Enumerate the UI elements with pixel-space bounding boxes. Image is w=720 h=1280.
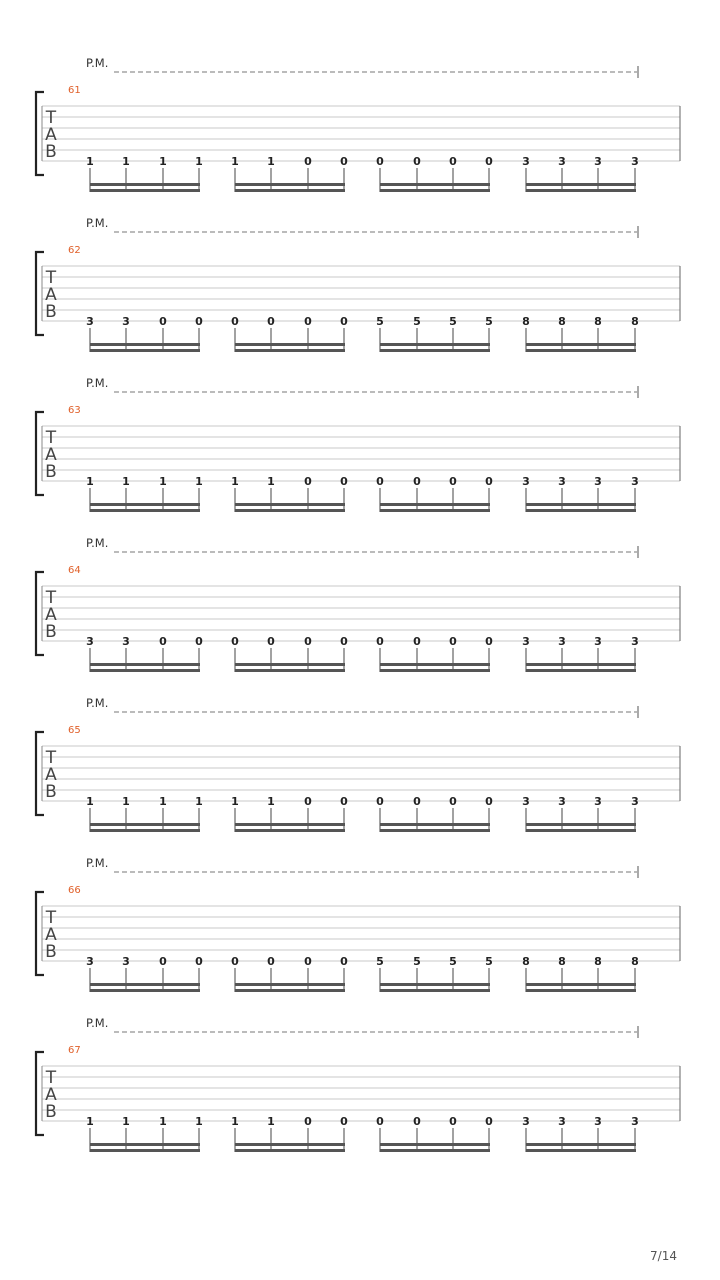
fret-number: 0 [413, 1115, 421, 1128]
fret-number: 5 [413, 315, 421, 328]
measure-number: 66 [68, 885, 81, 896]
measure-number: 62 [68, 245, 81, 256]
fret-number: 0 [376, 1115, 384, 1128]
note-beam [235, 669, 345, 672]
fret-number: 1 [86, 795, 94, 808]
fret-number: 5 [376, 315, 384, 328]
note-beam [526, 189, 636, 192]
fret-number: 3 [522, 155, 530, 168]
tab-clef-letter: A [45, 285, 57, 305]
fret-number: 0 [376, 155, 384, 168]
note-beam [380, 1143, 490, 1146]
note-beam [380, 823, 490, 826]
tab-clef-letter: B [45, 302, 57, 322]
note-beam [90, 183, 200, 186]
tab-clef-letter: T [45, 908, 57, 928]
fret-number: 3 [86, 955, 94, 968]
note-beam [90, 663, 200, 666]
note-beam [380, 1149, 490, 1152]
fret-number: 0 [449, 635, 457, 648]
fret-number: 0 [340, 1115, 348, 1128]
note-beam [235, 343, 345, 346]
fret-number: 3 [86, 315, 94, 328]
tab-clef-letter: B [45, 782, 57, 802]
fret-number: 8 [522, 315, 530, 328]
fret-number: 3 [631, 795, 639, 808]
note-beam [90, 669, 200, 672]
note-beam [90, 509, 200, 512]
note-beam [526, 823, 636, 826]
fret-number: 3 [558, 475, 566, 488]
fret-number: 0 [159, 635, 167, 648]
fret-number: 0 [304, 315, 312, 328]
system-bracket [36, 892, 44, 975]
fret-number: 0 [267, 635, 275, 648]
tab-system [36, 1016, 680, 1152]
tab-clef-letter: B [45, 142, 57, 162]
fret-number: 3 [558, 635, 566, 648]
note-beam [380, 343, 490, 346]
fret-number: 3 [122, 315, 130, 328]
fret-number: 0 [304, 955, 312, 968]
fret-number: 1 [159, 475, 167, 488]
note-beam [90, 829, 200, 832]
fret-number: 3 [522, 795, 530, 808]
fret-number: 0 [449, 155, 457, 168]
fret-number: 8 [594, 315, 602, 328]
tab-clef-letter: A [45, 125, 57, 145]
tab-clef-letter: T [45, 1068, 57, 1088]
fret-number: 3 [631, 155, 639, 168]
fret-number: 1 [86, 475, 94, 488]
fret-number: 3 [594, 1115, 602, 1128]
palm-mute-label: P.M. [86, 856, 109, 870]
palm-mute-label: P.M. [86, 216, 109, 230]
measure-number: 67 [68, 1045, 81, 1056]
system-bracket [36, 732, 44, 815]
note-beam [90, 983, 200, 986]
tab-clef-letter: B [45, 462, 57, 482]
note-beam [235, 829, 345, 832]
fret-number: 1 [122, 155, 130, 168]
tab-clef-letter: A [45, 1085, 57, 1105]
fret-number: 0 [413, 795, 421, 808]
fret-number: 3 [86, 635, 94, 648]
fret-number: 1 [195, 475, 203, 488]
fret-number: 1 [159, 155, 167, 168]
tab-clef-letter: A [45, 765, 57, 785]
system-bracket [36, 92, 44, 175]
fret-number: 5 [449, 955, 457, 968]
tab-clef-letter: T [45, 268, 57, 288]
fret-number: 1 [231, 155, 239, 168]
note-beam [526, 349, 636, 352]
note-beam [526, 1149, 636, 1152]
fret-number: 3 [631, 475, 639, 488]
fret-number: 3 [122, 635, 130, 648]
fret-number: 3 [558, 155, 566, 168]
fret-number: 1 [267, 795, 275, 808]
fret-number: 0 [340, 315, 348, 328]
fret-number: 3 [558, 1115, 566, 1128]
fret-number: 1 [267, 1115, 275, 1128]
fret-number: 8 [558, 315, 566, 328]
tab-clef-letter: T [45, 428, 57, 448]
measure-number: 65 [68, 725, 81, 736]
fret-number: 0 [485, 155, 493, 168]
fret-number: 0 [485, 795, 493, 808]
fret-number: 0 [376, 475, 384, 488]
system-bracket [36, 252, 44, 335]
fret-number: 0 [485, 635, 493, 648]
tab-system [36, 216, 680, 352]
page-number: 7/14 [650, 1249, 677, 1263]
fret-number: 1 [122, 795, 130, 808]
fret-number: 3 [594, 155, 602, 168]
fret-number: 1 [267, 475, 275, 488]
fret-number: 3 [522, 635, 530, 648]
palm-mute-label: P.M. [86, 56, 109, 70]
note-beam [235, 989, 345, 992]
tab-system [36, 696, 680, 832]
system-bracket [36, 412, 44, 495]
tab-clef-letter: B [45, 622, 57, 642]
note-beam [380, 189, 490, 192]
fret-number: 1 [231, 1115, 239, 1128]
tab-system [36, 56, 680, 192]
fret-number: 0 [267, 315, 275, 328]
tab-clef-letter: A [45, 605, 57, 625]
note-beam [90, 343, 200, 346]
fret-number: 0 [340, 155, 348, 168]
fret-number: 0 [485, 475, 493, 488]
fret-number: 3 [558, 795, 566, 808]
fret-number: 8 [558, 955, 566, 968]
fret-number: 3 [522, 475, 530, 488]
note-beam [235, 983, 345, 986]
fret-number: 1 [122, 1115, 130, 1128]
fret-number: 1 [86, 155, 94, 168]
fret-number: 0 [195, 955, 203, 968]
note-beam [235, 1143, 345, 1146]
fret-number: 3 [594, 475, 602, 488]
fret-number: 0 [159, 315, 167, 328]
note-beam [380, 989, 490, 992]
note-beam [526, 343, 636, 346]
note-beam [235, 183, 345, 186]
fret-number: 3 [122, 955, 130, 968]
fret-number: 0 [340, 635, 348, 648]
note-beam [235, 823, 345, 826]
note-beam [526, 663, 636, 666]
fret-number: 3 [631, 635, 639, 648]
fret-number: 8 [631, 955, 639, 968]
fret-number: 0 [485, 1115, 493, 1128]
fret-number: 0 [413, 155, 421, 168]
tab-clef-letter: B [45, 1102, 57, 1122]
fret-number: 1 [159, 1115, 167, 1128]
tab-clef-letter: B [45, 942, 57, 962]
fret-number: 0 [340, 475, 348, 488]
fret-number: 3 [522, 1115, 530, 1128]
tab-clef-letter: T [45, 748, 57, 768]
note-beam [380, 503, 490, 506]
fret-number: 3 [594, 795, 602, 808]
fret-number: 5 [413, 955, 421, 968]
palm-mute-label: P.M. [86, 1016, 109, 1030]
note-beam [526, 829, 636, 832]
fret-number: 0 [231, 635, 239, 648]
tab-clef-letter: A [45, 445, 57, 465]
fret-number: 0 [449, 795, 457, 808]
fret-number: 0 [304, 1115, 312, 1128]
system-bracket [36, 572, 44, 655]
fret-number: 3 [594, 635, 602, 648]
fret-number: 0 [340, 795, 348, 808]
note-beam [235, 349, 345, 352]
fret-number: 0 [449, 1115, 457, 1128]
note-beam [380, 983, 490, 986]
tab-clef-letter: T [45, 588, 57, 608]
note-beam [526, 183, 636, 186]
fret-number: 0 [231, 955, 239, 968]
fret-number: 0 [376, 635, 384, 648]
fret-number: 0 [304, 795, 312, 808]
fret-number: 1 [267, 155, 275, 168]
note-beam [380, 183, 490, 186]
fret-number: 1 [86, 1115, 94, 1128]
tab-clef-letter: T [45, 108, 57, 128]
tab-system [36, 376, 680, 512]
fret-number: 5 [449, 315, 457, 328]
note-beam [235, 509, 345, 512]
note-beam [90, 1149, 200, 1152]
note-beam [380, 669, 490, 672]
fret-number: 8 [594, 955, 602, 968]
fret-number: 0 [195, 315, 203, 328]
fret-number: 1 [195, 155, 203, 168]
note-beam [90, 989, 200, 992]
fret-number: 0 [304, 475, 312, 488]
note-beam [90, 349, 200, 352]
palm-mute-label: P.M. [86, 696, 109, 710]
note-beam [90, 189, 200, 192]
fret-number: 0 [304, 635, 312, 648]
fret-number: 0 [376, 795, 384, 808]
fret-number: 0 [159, 955, 167, 968]
note-beam [90, 823, 200, 826]
note-beam [526, 503, 636, 506]
note-beam [90, 503, 200, 506]
measure-number: 64 [68, 565, 81, 576]
tab-system [36, 536, 680, 672]
fret-number: 1 [195, 795, 203, 808]
tab-clef-letter: A [45, 925, 57, 945]
note-beam [380, 349, 490, 352]
system-bracket [36, 1052, 44, 1135]
note-beam [235, 1149, 345, 1152]
note-beam [526, 983, 636, 986]
tab-system [36, 856, 680, 992]
note-beam [380, 829, 490, 832]
fret-number: 5 [485, 315, 493, 328]
fret-number: 3 [631, 1115, 639, 1128]
fret-number: 8 [522, 955, 530, 968]
note-beam [380, 663, 490, 666]
fret-number: 1 [195, 1115, 203, 1128]
fret-number: 0 [304, 155, 312, 168]
note-beam [235, 503, 345, 506]
fret-number: 1 [122, 475, 130, 488]
fret-number: 0 [340, 955, 348, 968]
palm-mute-label: P.M. [86, 536, 109, 550]
note-beam [235, 189, 345, 192]
note-beam [380, 509, 490, 512]
fret-number: 0 [413, 635, 421, 648]
palm-mute-label: P.M. [86, 376, 109, 390]
note-beam [526, 1143, 636, 1146]
fret-number: 1 [231, 475, 239, 488]
measure-number: 61 [68, 85, 81, 96]
note-beam [526, 669, 636, 672]
fret-number: 1 [159, 795, 167, 808]
fret-number: 5 [485, 955, 493, 968]
fret-number: 0 [267, 955, 275, 968]
fret-number: 0 [449, 475, 457, 488]
measure-number: 63 [68, 405, 81, 416]
note-beam [526, 509, 636, 512]
note-beam [90, 1143, 200, 1146]
fret-number: 0 [231, 315, 239, 328]
note-beam [235, 663, 345, 666]
fret-number: 5 [376, 955, 384, 968]
note-beam [526, 989, 636, 992]
fret-number: 0 [413, 475, 421, 488]
fret-number: 8 [631, 315, 639, 328]
fret-number: 0 [195, 635, 203, 648]
fret-number: 1 [231, 795, 239, 808]
